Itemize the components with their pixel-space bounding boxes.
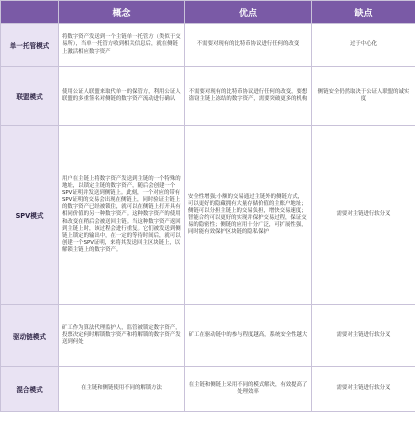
concept-cell: 用户在主链上将数字资产发送到主链的一个特殊的地址，以锁定主链的数字资产，随后会创建一个SPV证明并发送到侧链上。此刻，一个对应的带有SPV证明的交易会出现在侧链上，同时验证主链上的数字资产已经被锁住，就可以在侧链上打开具有相同价值的另一种数字资产。这种数字资产的使用和改变在稍后会被送回主链。当这种数字资产返回到主链上时，该过程会进行重复。它们被发送到侧链上锁定的输出中，在一定的等待时间后，就可以创建一个SPV证明，来将其发送回主区块链上，以解锁主链上的数字资产。 <box>59 126 185 305</box>
cons-cell: 需要对主链进行软分叉 <box>312 305 415 367</box>
table-row <box>1 67 415 126</box>
concept-cell: 使用公证人联盟来取代单一的保管方，利用公证人联盟的多重签名对侧链的数字资产流动进行确认 <box>59 67 185 126</box>
pros-cell: 矿工在驱动链中的参与程度越高，系统安全性越大 <box>185 305 312 367</box>
table-row <box>1 305 415 367</box>
header-corner <box>1 1 59 24</box>
pros-cell: 不需要对现有的比特币协议进行任何的改变 <box>185 24 312 67</box>
row-header: 联盟模式 <box>1 67 59 126</box>
pros-cell: 在主链和侧链上采用不同的模式解决，有效提高了处理效率 <box>185 367 312 412</box>
concept-cell: 矿工作为算法代理监护人，监管被锁定数字资产，投票决定何时解锁数字资产和将解锁的数字资产发送到何处 <box>59 305 185 367</box>
concept-cell: 将数字资产发送到一个主链单一托管方（类似于交易所），当单一托管方收到相关信息后，就在侧链上激活相应数字资产 <box>59 24 185 67</box>
cons-cell: 需要对主链进行软分叉 <box>312 367 415 412</box>
cons-cell: 需要对主链进行软分叉 <box>312 126 415 305</box>
table-row <box>1 367 415 412</box>
concept-cell: 在主链和侧链使用不同的解锁方法 <box>59 367 185 412</box>
header-pros: 优点 <box>185 1 312 24</box>
row-header: 单一托管模式 <box>1 24 59 67</box>
header-row <box>1 1 415 24</box>
pros-cell: 安全性增强;小额的交易通过主链外的侧链方式，可以更好的隐藏拥有大量存储价值的主账户地址；侧链可以分担主链上的交易负担，增快交易速度；智能合约可以更好的实现并保护交易过程，保证交易的隐密性；侧链的应用十分广泛，可扩展性强，同时能有效保护区块链的隐私保护 <box>185 126 312 305</box>
cons-cell: 侧链安全仍然取决于公证人联盟的诚实度 <box>312 67 415 126</box>
table-row <box>1 24 415 67</box>
row-header: SPV模式 <box>1 126 59 305</box>
header-cons: 缺点 <box>312 1 415 24</box>
row-header: 混合模式 <box>1 367 59 412</box>
table-row <box>1 126 415 305</box>
cons-cell: 过于中心化 <box>312 24 415 67</box>
pros-cell: 不需要对现有的比特币协议进行任何的改变，要想盗窃主链上冻结的数字资产，需要突破更多的机构 <box>185 67 312 126</box>
header-concept: 概念 <box>59 1 185 24</box>
row-header: 驱动链模式 <box>1 305 59 367</box>
